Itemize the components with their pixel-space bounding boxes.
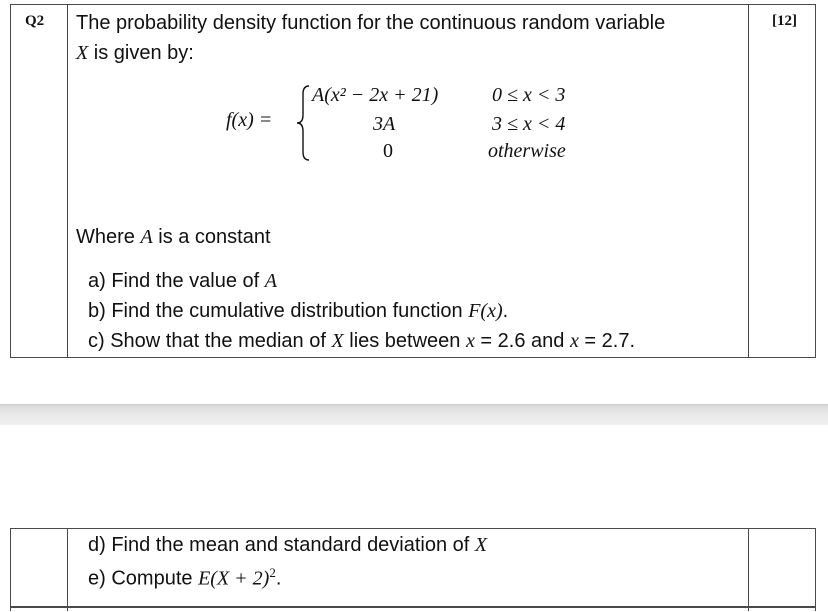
part-d-var: X [474, 534, 488, 556]
pdf-case-1-expr: A(x² − 2x + 21) [312, 84, 439, 106]
pdf-case-1-condition: 0 ≤ x < 3 [492, 84, 566, 106]
pdf-case-2-condition: 3 ≤ x < 4 [492, 113, 566, 135]
page-break-divider [0, 404, 828, 425]
marks-cell-bottom [748, 529, 815, 611]
part-a-var: A [264, 270, 277, 292]
question-number-cell [11, 5, 68, 357]
part-c-m1: x [465, 330, 475, 352]
constant-note-var: A [140, 226, 153, 248]
part-b [88, 300, 508, 323]
pdf-definition [226, 84, 606, 170]
intro-line-2 [76, 38, 736, 68]
pdf-case-3-expr: 0 [383, 140, 393, 162]
part-c-m2: x [569, 330, 579, 352]
intro-variable: X [76, 42, 89, 64]
constant-note-suffix: is a constant [152, 226, 271, 248]
intro-line-1: The probability density function for the continuous random variable [76, 12, 666, 34]
marks-cell [748, 5, 815, 357]
part-b-end: . [502, 300, 509, 322]
part-b-math: F(x) [468, 300, 503, 322]
question-intro [76, 8, 736, 68]
part-c-eq1: = 2.6 and [474, 330, 570, 352]
part-c [88, 330, 635, 353]
part-e-sup: 2 [269, 565, 276, 580]
pdf-case-2-expr: 3A [373, 113, 396, 135]
part-c-eq2: = 2.7. [578, 330, 635, 352]
constant-note [76, 226, 271, 249]
constant-note-prefix: Where [76, 226, 141, 248]
part-a [88, 270, 277, 293]
pdf-case-3-condition: otherwise [488, 140, 566, 162]
part-e-text: e) Compute [88, 567, 199, 590]
intro-line-2-text: is given by: [88, 42, 194, 64]
part-e-end: . [275, 567, 282, 590]
part-d-text: d) Find the mean and standard deviation of [88, 534, 475, 556]
pdf-lhs: f(x) = [226, 109, 273, 131]
table-bottom-rule [10, 606, 816, 608]
part-c-text1: c) Show that the median of [88, 330, 332, 352]
part-a-text: a) Find the value of [88, 270, 265, 292]
marks-value: [12] [772, 13, 797, 29]
part-b-text: b) Find the cumulative distribution function [88, 300, 469, 322]
part-d [88, 534, 487, 557]
part-e-expr: (X + 2) [210, 567, 270, 590]
part-e-math: E [198, 567, 211, 590]
curly-brace-icon [295, 84, 311, 162]
question-number: Q2 [25, 13, 45, 29]
question-number-cell-bottom [11, 529, 68, 611]
part-c-text2: lies between [343, 330, 466, 352]
part-c-var: X [331, 330, 344, 352]
part-e [88, 565, 281, 591]
